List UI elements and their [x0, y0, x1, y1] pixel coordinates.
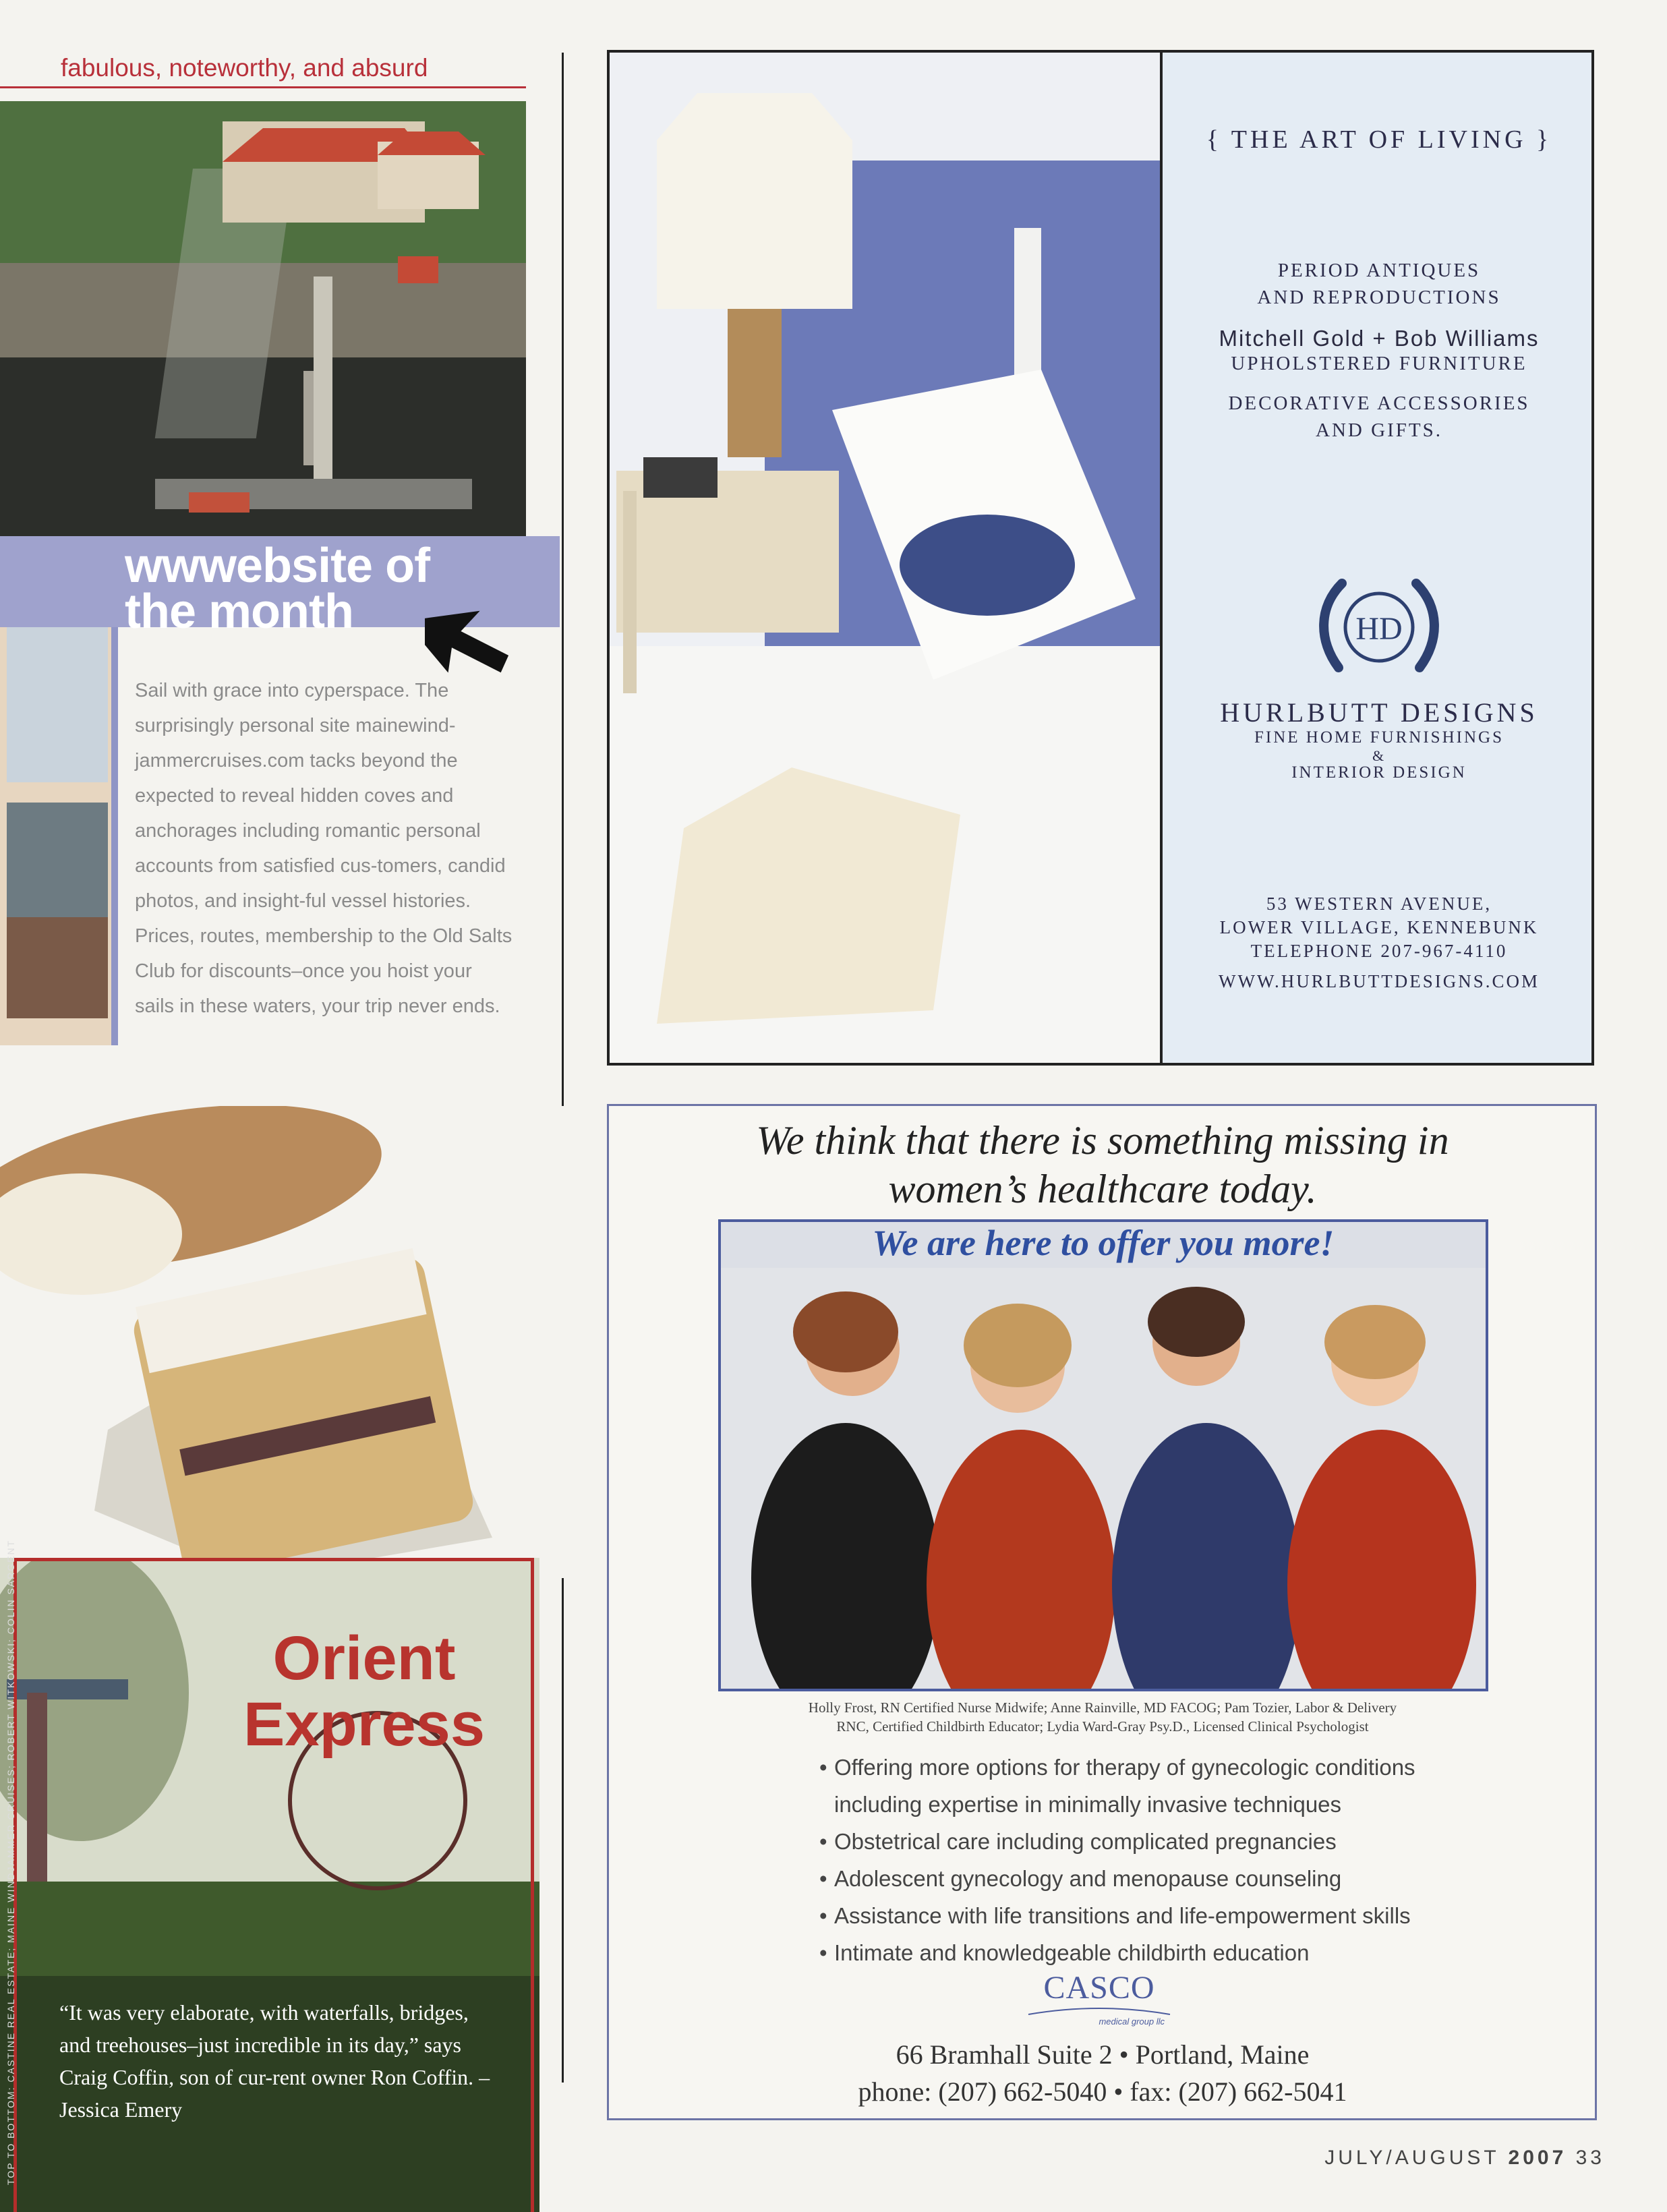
- footer-issue: JULY/AUGUST: [1324, 2147, 1500, 2169]
- page-footer: [1288, 2147, 1605, 2170]
- footer-year: 2007: [1508, 2147, 1567, 2169]
- staff-group-photo: [721, 1268, 1486, 1689]
- wotm-title-line1: wwwebsite of: [125, 539, 430, 593]
- service-item: • Adolescent gynecology and menopause counseling: [819, 1860, 1426, 1897]
- caption-line2: RNC, Certified Childbirth Educator; Lydia Ward-Gray Psy.D., Licensed Clinical Psychologist: [836, 1718, 1369, 1735]
- photo-credit: [3, 1369, 20, 2185]
- casco-address: 66 Bramhall Suite 2 • Portland, Maine: [896, 2039, 1310, 2070]
- company-subtitle-2: INTERIOR DESIGN: [1291, 763, 1467, 782]
- casco-logo: [1022, 1969, 1177, 2027]
- address-line-1: 53 WESTERN AVENUE,: [1266, 894, 1492, 914]
- column-divider: [562, 53, 564, 2083]
- bedroom-photo: [610, 53, 1160, 1063]
- offer-text: We are here to offer you more!: [872, 1223, 1335, 1263]
- ad-line-brands: Mitchell Gold + Bob Williams: [1219, 326, 1540, 351]
- ad-line-reproductions: AND REPRODUCTIONS: [1257, 287, 1501, 308]
- wotm-title-line2: the month: [125, 585, 353, 639]
- service-item: • Assistance with life transitions and life-empowerment skills: [819, 1897, 1426, 1934]
- orient-express-quote: “It was very elaborate, with waterfalls, bridges, and treehouses–just incredible in its day,” says Craig Coffin, son of cur-rent owner Ron Coffin. –Jessica Emery: [59, 2000, 490, 2122]
- ad-line-accessories: DECORATIVE ACCESSORIES: [1228, 392, 1530, 414]
- service-item: • Offering more options for therapy of gynecologic conditions including expertise in minimally invasive techniques: [819, 1749, 1426, 1823]
- ad-divider: [1160, 53, 1163, 1063]
- services-list: [819, 1749, 1426, 1971]
- ad-line-gifts: AND GIFTS.: [1316, 419, 1442, 441]
- hd-monogram: HD: [1355, 611, 1403, 647]
- ad-tagline: { THE ART OF LIVING }: [1206, 125, 1552, 154]
- photo-caption: [701, 1698, 1504, 1736]
- photo-credit-text: TOP TO BOTTOM: CASTINE REAL ESTATE; MAINE WINDJAMMER CRUISES; ROBERT WITKOWSKI; COLIN SARGENT: [5, 1539, 16, 2185]
- casco-logo-name: CASCO: [1043, 1970, 1155, 2006]
- company-subtitle-1: FINE HOME FURNISHINGS: [1254, 728, 1504, 747]
- orient-express-title: [223, 1625, 506, 1757]
- casco-headline: [620, 1116, 1585, 1213]
- address-line-2: LOWER VILLAGE, KENNEBUNK: [1219, 917, 1539, 937]
- header-rule: [0, 86, 526, 88]
- page-number: 33: [1575, 2147, 1605, 2169]
- pastry-photo: [0, 1106, 566, 1578]
- service-item: • Intimate and knowledgeable childbirth education: [819, 1934, 1426, 1971]
- hd-wreath-logo: [1312, 560, 1446, 695]
- casco-headline-line1: We think that there is something missing in: [756, 1118, 1449, 1163]
- casco-logo-tag: medical group llc: [1099, 2016, 1165, 2027]
- casco-logo-swoosh: [1022, 2006, 1177, 2016]
- service-item: • Obstetrical care including complicated pregnancies: [819, 1823, 1426, 1860]
- telephone: TELEPHONE 207-967-4110: [1250, 941, 1508, 961]
- casco-phone: phone: (207) 662-5040 • fax: (207) 662-5041: [858, 2076, 1347, 2107]
- orient-title-line2: Express: [243, 1690, 486, 1759]
- aerial-photo: [0, 101, 526, 536]
- section-header: fabulous, noteworthy, and absurd: [61, 54, 428, 82]
- website-url[interactable]: WWW.HURLBUTTDESIGNS.COM: [1219, 971, 1540, 991]
- company-ampersand: &: [1372, 747, 1386, 764]
- company-name: HURLBUTT DESIGNS: [1220, 697, 1538, 728]
- caption-line1: Holly Frost, RN Certified Nurse Midwife; Anne Rainville, MD FACOG; Pam Tozier, Labor & Delivery: [808, 1699, 1397, 1716]
- ad-line-antiques: PERIOD ANTIQUES: [1277, 260, 1481, 281]
- orient-title-line1: Orient: [272, 1624, 456, 1693]
- ad-line-upholstered: UPHOLSTERED FURNITURE: [1231, 353, 1527, 374]
- casco-headline-line2: women’s healthcare today.: [888, 1167, 1317, 1211]
- wotm-body: Sail with grace into cyperspace. The surprisingly personal site mainewind-jammercruises.com tacks beyond the expected to reveal hidden coves and anchorages including romantic personal accounts from satisfied cus-tomers, candid photos, and insight-ful vessel histories. Prices, routes, membership to the Old Salts Club for discounts–once you hoist your sails in these waters, your trip never ends.: [135, 680, 513, 1017]
